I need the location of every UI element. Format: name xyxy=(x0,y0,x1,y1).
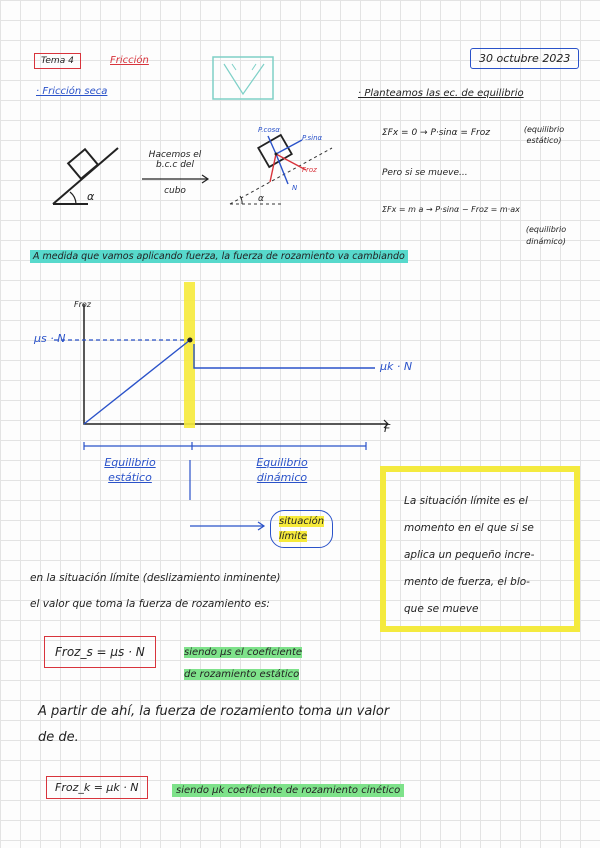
note-line-3: aplica un pequeño incre- xyxy=(404,549,535,561)
after-text-2: de de. xyxy=(38,730,79,745)
limit-arrow xyxy=(190,518,270,532)
arrow-label-line-2: b.c.c del xyxy=(156,160,194,170)
static-coef-line-2: de rozamiento estático xyxy=(184,669,300,680)
mid-text: Pero si se mueve... xyxy=(382,168,468,178)
froz-label: Froz xyxy=(302,166,317,174)
dynamic-label-line-2: dinámico xyxy=(256,471,308,484)
equation-dynamic: ΣFx = m a → P·sinα − Froz = m·ax xyxy=(382,205,520,214)
note-line-4: mento de fuerza, el blo- xyxy=(404,576,530,588)
page-title: Fricción xyxy=(110,55,149,66)
equation-static: ΣFx = 0 → P·sinα = Froz xyxy=(382,128,490,138)
limit-situation-pill xyxy=(270,510,333,548)
limit-text-1: en la situación límite (deslizamiento inminente) xyxy=(30,572,281,584)
note-line-1: La situación límite es el xyxy=(404,495,528,507)
dynamic-region-label xyxy=(232,455,332,485)
fbd-angle-label: α xyxy=(258,194,264,204)
note-line-2: momento en el que si se xyxy=(404,522,534,534)
after-text-1: A partir de ahí, la fuerza de rozamiento toma un valor xyxy=(38,704,390,719)
arrow-label xyxy=(140,150,210,170)
n-label: N xyxy=(292,184,298,192)
corner-sketch xyxy=(212,56,274,100)
transform-arrow xyxy=(140,174,212,184)
planteamos-text: · Planteamos las ec. de equilibrio xyxy=(358,88,524,99)
limit-label-line-1: situación xyxy=(279,516,325,527)
note-line-5: que se mueve xyxy=(404,603,479,615)
static-label-line-2: estático xyxy=(108,471,152,484)
limit-note-box xyxy=(380,466,580,632)
kinetic-coef-note: siendo μk coeficiente de rozamiento cinético xyxy=(172,784,404,797)
mu-s-label: μs · N xyxy=(34,332,66,345)
kinetic-friction-formula: Froz_k = μk · N xyxy=(46,776,148,799)
arrow-label-line-3: cubo xyxy=(164,186,186,196)
graph-ylabel: Froz xyxy=(74,300,91,309)
date-label: 30 octubre 2023 xyxy=(470,48,579,69)
free-body-diagram xyxy=(222,122,342,214)
limit-text-2: el valor que toma la fuerza de rozamiento es: xyxy=(30,598,270,610)
section-title: · Fricción seca xyxy=(36,86,108,97)
banner-text: A medida que vamos aplicando fuerza, la fuerza de rozamiento va cambiando xyxy=(30,250,408,263)
friction-graph xyxy=(20,280,400,500)
static-region-label xyxy=(90,455,170,485)
static-coef-line-1: siendo μs el coeficiente xyxy=(184,647,303,658)
pcos-label: P.cosα xyxy=(258,126,280,134)
static-friction-formula: Froz_s = μs · N xyxy=(44,636,156,668)
dynamic-label-line-1: Equilibrio xyxy=(256,456,308,469)
static-label-line-1: Equilibrio xyxy=(104,456,156,469)
incline-angle-label: α xyxy=(87,190,95,203)
mu-k-label: μk · N xyxy=(380,360,413,373)
equation-dynamic-note: (equilibrio dinámico) xyxy=(525,225,567,246)
limit-label-line-2: límite xyxy=(279,531,308,542)
equation-static-note: (equilibrio estático) xyxy=(523,125,565,145)
tema-label: Tema 4 xyxy=(34,53,81,69)
psin-label: P.sinα xyxy=(302,134,323,142)
arrow-label-line-1: Hacemos el xyxy=(148,150,202,160)
static-coef-note xyxy=(184,642,302,686)
graph-xlabel: F xyxy=(384,422,391,435)
